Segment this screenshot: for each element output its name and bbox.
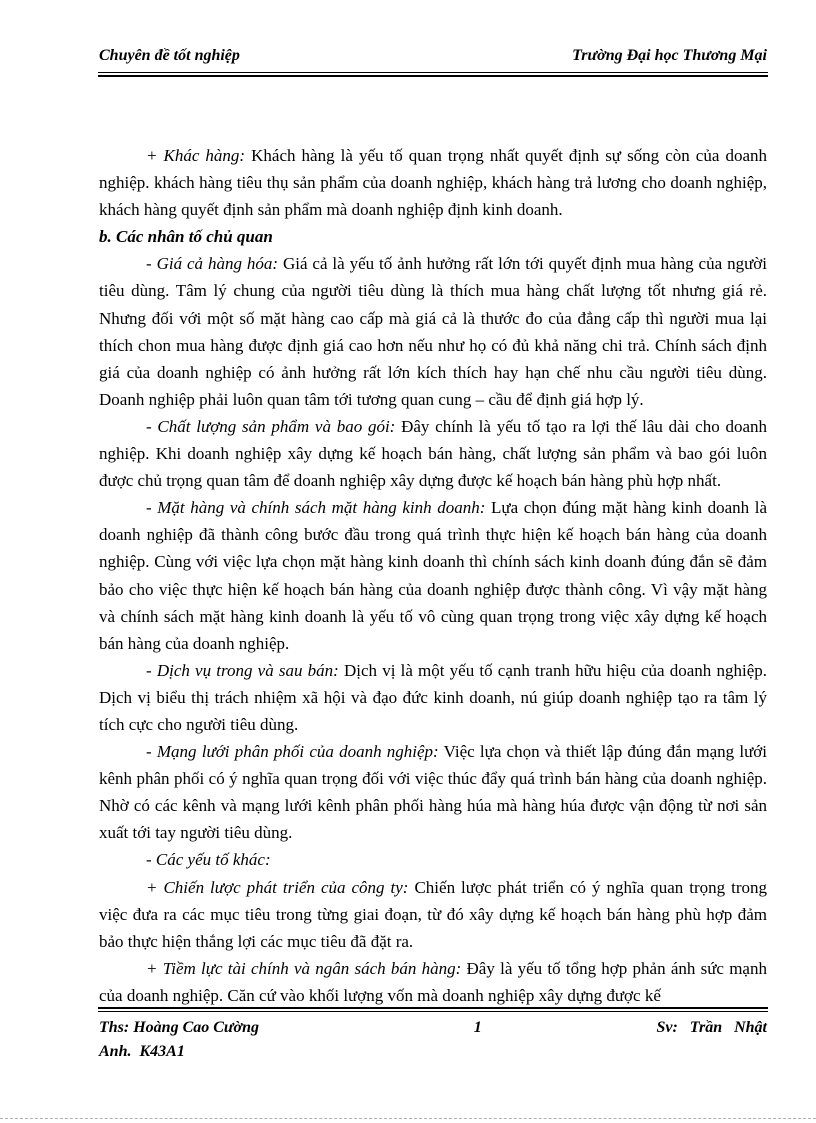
paragraph-text: Chiến lược phát triển có ý nghĩa quan trọng trong việc đưa ra các mục tiêu trong từng giai đoạn, từ đó xây dựng kế hoạch bán hàng phù hợp đảm bảo thực hiện thắng lợi các mục tiêu đã đặt ra. <box>99 877 767 951</box>
paragraph-text: Việc lựa chọn và thiết lập đúng đắn mạng lưới kênh phân phối có ý nghĩa quan trọng đối với việc thúc đẩy quá trình bán hàng của doanh nghiệp. Nhờ có các kênh và mạng lưới kênh phân phối hàng húa mà hàng húa được vận động từ nơi sản xuất tới tay người tiêu dùng. <box>99 742 767 843</box>
paragraph-other-factors <box>99 846 767 873</box>
paragraph-finance <box>99 955 767 1009</box>
header-divider <box>98 72 768 77</box>
paragraph-label: - Dịch vụ trong và sau bán: <box>146 660 339 680</box>
paragraph-product-line <box>99 494 767 657</box>
footer-student-class: Anh. K43A1 <box>99 1043 185 1060</box>
paragraph-label: + Khác hàng: <box>146 146 246 165</box>
paragraph-label: - Chất lượng sản phẩm và bao gói: <box>146 416 396 436</box>
document-body <box>99 142 767 1009</box>
paragraph-label: - Giá cả hàng hóa: <box>146 254 279 274</box>
paragraph-text: Đây là yếu tố tổng hợp phản ánh sức mạnh của doanh nghiệp. Căn cứ vào khối lượng vốn mà doanh nghiệp xây dựng được kế <box>99 958 767 1005</box>
page-break-line <box>0 1118 816 1119</box>
paragraph-strategy <box>99 874 767 955</box>
paragraph-label: + Chiến lược phát triển của công ty: <box>146 877 409 897</box>
paragraph-text: Đây chính là yếu tố tạo ra lợi thế lâu dài cho doanh nghiệp. Khi doanh nghiệp xây dựng kế hoạch bán hàng, chất lượng sản phẩm và bao gói luôn được chủ trọng quan tâm để doanh nghiệp xây dựng được kế hoạch bán hàng phù hợp nhất. <box>99 416 767 491</box>
header-left-title: Chuyên đề tốt nghiệp <box>99 47 240 64</box>
footer-supervisor: Ths: Hoàng Cao Cường <box>99 1019 259 1036</box>
footer-student: Sv: Trần Nhật <box>656 1019 767 1036</box>
paragraph-distribution <box>99 738 767 846</box>
section-subheading: b. Các nhân tố chủ quan <box>99 227 273 247</box>
paragraph-text: Dịch vị là một yếu tố cạnh tranh hữu hiệu của doanh nghiệp. Dịch vị biểu thị trách nhiệm xã hội và đạo đức kinh doanh, nú giúp doanh nghiệp tạo ra tâm lý tích cực cho người tiêu dùng. <box>99 660 767 734</box>
paragraph-quality <box>99 413 767 494</box>
paragraph-services <box>99 657 767 738</box>
paragraph-text: Lựa chọn đúng mặt hàng kinh doanh là doanh nghiệp đã thành công bước đầu trong quá trình thực hiện kế hoạch bán hàng của doanh nghiệp. Cùng với việc lựa chọn mặt hàng kinh doanh thì chính sách kinh doanh đúng đắn sẽ đảm bảo cho việc thực hiện kế hoạch bán hàng của doanh nghiệp được thành công. Vì vậy mặt hàng và chính sách mặt hàng kinh doanh là yếu tố vô cùng quan trọng trong việc xây dựng kế hoạch bán hàng của doanh nghiệp. <box>99 498 768 653</box>
header-right-title: Trường Đại học Thương Mại <box>572 47 767 64</box>
paragraph-text: Khách hàng là yếu tố quan trọng nhất quyết định sự sống còn của doanh nghiệp. khách hàng tiêu thụ sản phẩm của doanh nghiệp, khách hàng trả lương cho doanh nghiệp, khách hàng quyết định sản phẩm mà doanh nghiệp định kinh doanh. <box>99 146 767 220</box>
paragraph-text: Giá cả là yếu tố ảnh hưởng rất lớn tới quyết định mua hàng của người tiêu dùng. Tâm lý chung của người tiêu dùng là thích mua hàng chất lượng tốt nhưng giá rẻ. Nhưng đối với một số mặt hàng cao cấp mà giá cả là thước đo của đẳng cấp thì người mua lại thích chon mua hàng được định giá cao hơn nếu như họ có đủ khả năng chi trả. Chính sách định giá của doanh nghiệp có ảnh hưởng rất lớn kích thích hay hạn chế nhu cầu người tiêu dùng. Doanh nghiệp phải luôn quan tâm tới tương quan cung – cầu để định giá hợp lý. <box>99 254 767 409</box>
paragraph-label: + Tiềm lực tài chính và ngân sách bán hàng: <box>146 958 462 978</box>
page-number: 1 <box>473 1019 482 1036</box>
paragraph-label: - Mặt hàng và chính sách mặt hàng kinh doanh: <box>146 498 486 518</box>
paragraph-price <box>99 250 767 413</box>
paragraph-label: - Mạng lưới phân phối của doanh nghiệp: <box>146 742 439 762</box>
paragraph-label: - Các yếu tố khác: <box>146 850 271 870</box>
page-header <box>99 47 767 65</box>
page-footer <box>99 1016 767 1064</box>
paragraph-customers <box>99 142 767 223</box>
footer-divider <box>98 1007 768 1012</box>
